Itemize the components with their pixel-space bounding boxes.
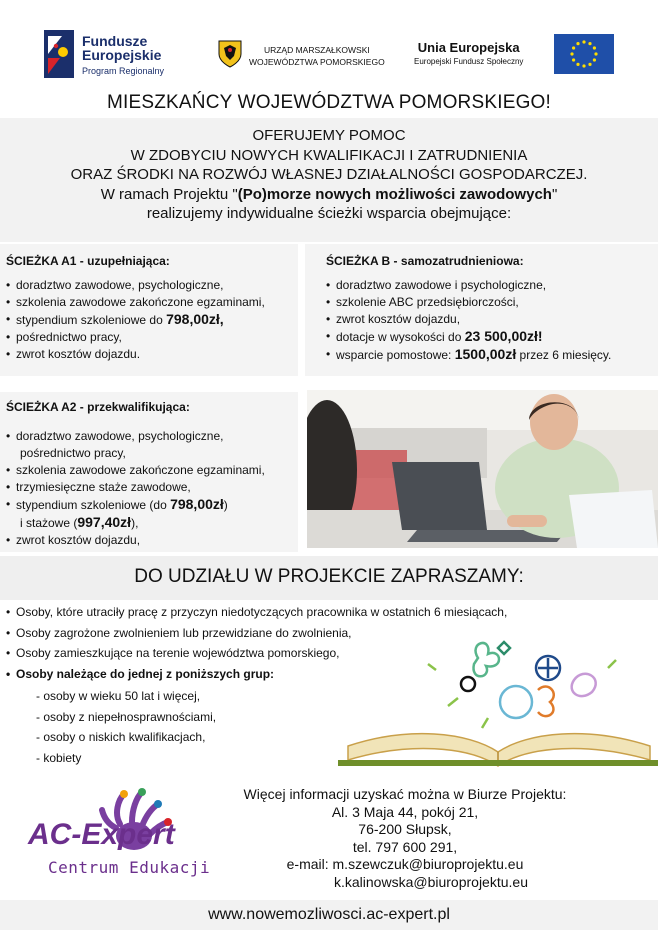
ac-expert-subtitle: Centrum Edukacji: [48, 858, 211, 877]
contact-email-1[interactable]: e-mail: m.szewczuk@biuroprojektu.eu: [286, 856, 524, 872]
path-a2-list: [6, 428, 298, 549]
list-item: • Osoby zamieszkujące na terenie województwa pomorskiego,: [6, 643, 656, 664]
pom-line2: WOJEWÓDZTWA POMORSKIEGO: [249, 57, 385, 67]
path-a2-title: ŚCIEŻKA A2 - przekwalifikująca:: [6, 400, 190, 414]
list-item: • zwrot kosztów dojazdu,: [6, 532, 298, 549]
list-item: - osoby w wieku 50 lat i więcej,: [36, 689, 201, 703]
path-a1-list: [6, 277, 296, 363]
eu-flag-icon: [554, 34, 614, 74]
fe-line1: Fundusze: [82, 33, 148, 49]
groups-title: • Osoby należące do jednej z poniższych grup:: [6, 664, 656, 685]
list-item: - kobiety: [36, 750, 82, 765]
contact-address: Al. 3 Maja 44, pokój 21,: [331, 803, 479, 820]
a2-stipend-post: ): [223, 498, 228, 512]
contact-phone: tel. 797 600 291,: [352, 838, 458, 855]
ue-logo-text: [414, 40, 523, 66]
offer-line5: realizujemy indywidualne ścieżki wsparcia obejmujące:: [146, 205, 512, 222]
list-item: [6, 514, 298, 532]
list-item: • Osoby, które utraciły pracę z przyczyn niedotyczących pracownika w ostatnich 6 miesiącach,: [6, 602, 656, 623]
list-item: • doradztwo zawodowe, psychologiczne,: [6, 277, 296, 294]
photo-woman-laptop: [307, 390, 658, 548]
offer-text: [0, 126, 658, 224]
offer-line4-post: ": [551, 185, 558, 203]
offer-line4-pre: W ramach Projektu ": [100, 185, 238, 203]
list-item: • zwrot kosztów dojazdu,: [326, 311, 656, 328]
list-item: - osoby o niskich kwalifikacjach,: [36, 730, 206, 744]
b-bridge-amount: 1500,00zł: [454, 346, 517, 362]
fe-logo-text: [82, 34, 164, 78]
list-item: • doradztwo zawodowe, psychologiczne,: [6, 428, 298, 445]
ue-line1: Unia Europejska: [417, 40, 520, 55]
fe-line2: Europejskie: [82, 47, 162, 63]
eligibility-list: [6, 602, 656, 684]
fundusze-europejskie-logo: [44, 30, 74, 78]
list-item: • trzymiesięczne staże zawodowe,: [6, 479, 298, 496]
fe-line3: Program Regionalny: [82, 66, 165, 76]
path-b: [326, 254, 656, 364]
b-bridge-label: wsparcie pomostowe:: [336, 348, 455, 362]
b-bridge-post: przez 6 miesięcy.: [516, 348, 612, 362]
a1-stipend-amount: 798,00zł,: [166, 311, 224, 327]
pom-logo-text: [249, 44, 385, 68]
ac-expert-name: AC-Expert: [28, 818, 175, 851]
a2-internship-label: i stażowe (: [20, 516, 78, 530]
a2-internship-post: ),: [131, 516, 139, 530]
pom-line1: URZĄD MARSZAŁKOWSKI: [263, 45, 370, 55]
path-a1-title: ŚCIEŻKA A1 - uzupełniająca:: [6, 254, 170, 268]
list-item: - osoby z niepełnosprawnościami,: [36, 709, 217, 724]
list-item: pośrednictwo pracy,: [20, 446, 126, 460]
list-item: [6, 496, 298, 514]
path-a2: [6, 400, 298, 549]
invite-heading: DO UDZIAŁU W PROJEKCIE ZAPRASZAMY:: [134, 566, 524, 587]
list-item: • szkolenia zawodowe zakończone egzaminami,: [6, 462, 298, 479]
offer-line3: ORAZ ŚRODKI NA ROZWÓJ WŁASNEJ DZIAŁALNOŚCI GOSPODARCZEJ.: [70, 166, 588, 183]
a2-stipend-amount: 798,00zł: [170, 496, 224, 512]
offer-line2: W ZDOBYCIU NOWYCH KWALIFIKACJI I ZATRUDNIENIA: [130, 146, 528, 164]
contact-email-2[interactable]: k.kalinowska@biuroprojektu.eu: [334, 873, 528, 890]
list-item: • szkolenia zawodowe zakończone egzaminami,: [6, 294, 296, 311]
b-grant-amount: 23 500,00zł!: [464, 328, 543, 344]
a2-internship-amount: 997,40zł: [77, 514, 132, 530]
project-name: (Po)morze nowych możliwości zawodowych: [237, 185, 552, 203]
path-b-title: ŚCIEŻKA B - samozatrudnieniowa:: [326, 254, 524, 268]
path-a1: [6, 254, 296, 363]
list-item: • zwrot kosztów dojazdu.: [6, 346, 296, 363]
eligibility-list-wrap: [6, 602, 656, 768]
offer-line1: OFERUJEMY POMOC: [252, 127, 406, 144]
list-item: [6, 311, 296, 329]
contact-line1: Więcej informacji uzyskać można w Biurze Projektu:: [243, 786, 567, 802]
a1-stipend-label: stypendium szkoleniowe do: [16, 313, 167, 327]
groups-list: [36, 686, 656, 768]
a2-stipend-label: stypendium szkoleniowe (do: [16, 498, 171, 512]
list-item: • szkolenie ABC przedsiębiorczości,: [326, 294, 656, 311]
contact-info: [205, 786, 605, 891]
path-b-list: [326, 277, 656, 364]
list-item: [326, 328, 656, 346]
list-item: [326, 346, 656, 364]
list-item: • doradztwo zawodowe i psychologiczne,: [326, 277, 656, 294]
pomorskie-crest-icon: [218, 40, 242, 68]
list-item: • Osoby zagrożone zwolnieniem lub przewidziane do zwolnienia,: [6, 623, 656, 644]
b-grant-label: dotacje w wysokości do: [336, 330, 465, 344]
website-link[interactable]: www.nowemozliwosci.ac-expert.pl: [208, 906, 450, 923]
offer-line4: [0, 185, 658, 205]
contact-city: 76-200 Słupsk,: [358, 821, 452, 837]
list-item: • pośrednictwo pracy,: [6, 329, 296, 346]
ue-line2: Europejski Fundusz Społeczny: [414, 57, 524, 66]
main-headline: MIESZKAŃCY WOJEWÓDZTWA POMORSKIEGO!: [106, 92, 552, 113]
